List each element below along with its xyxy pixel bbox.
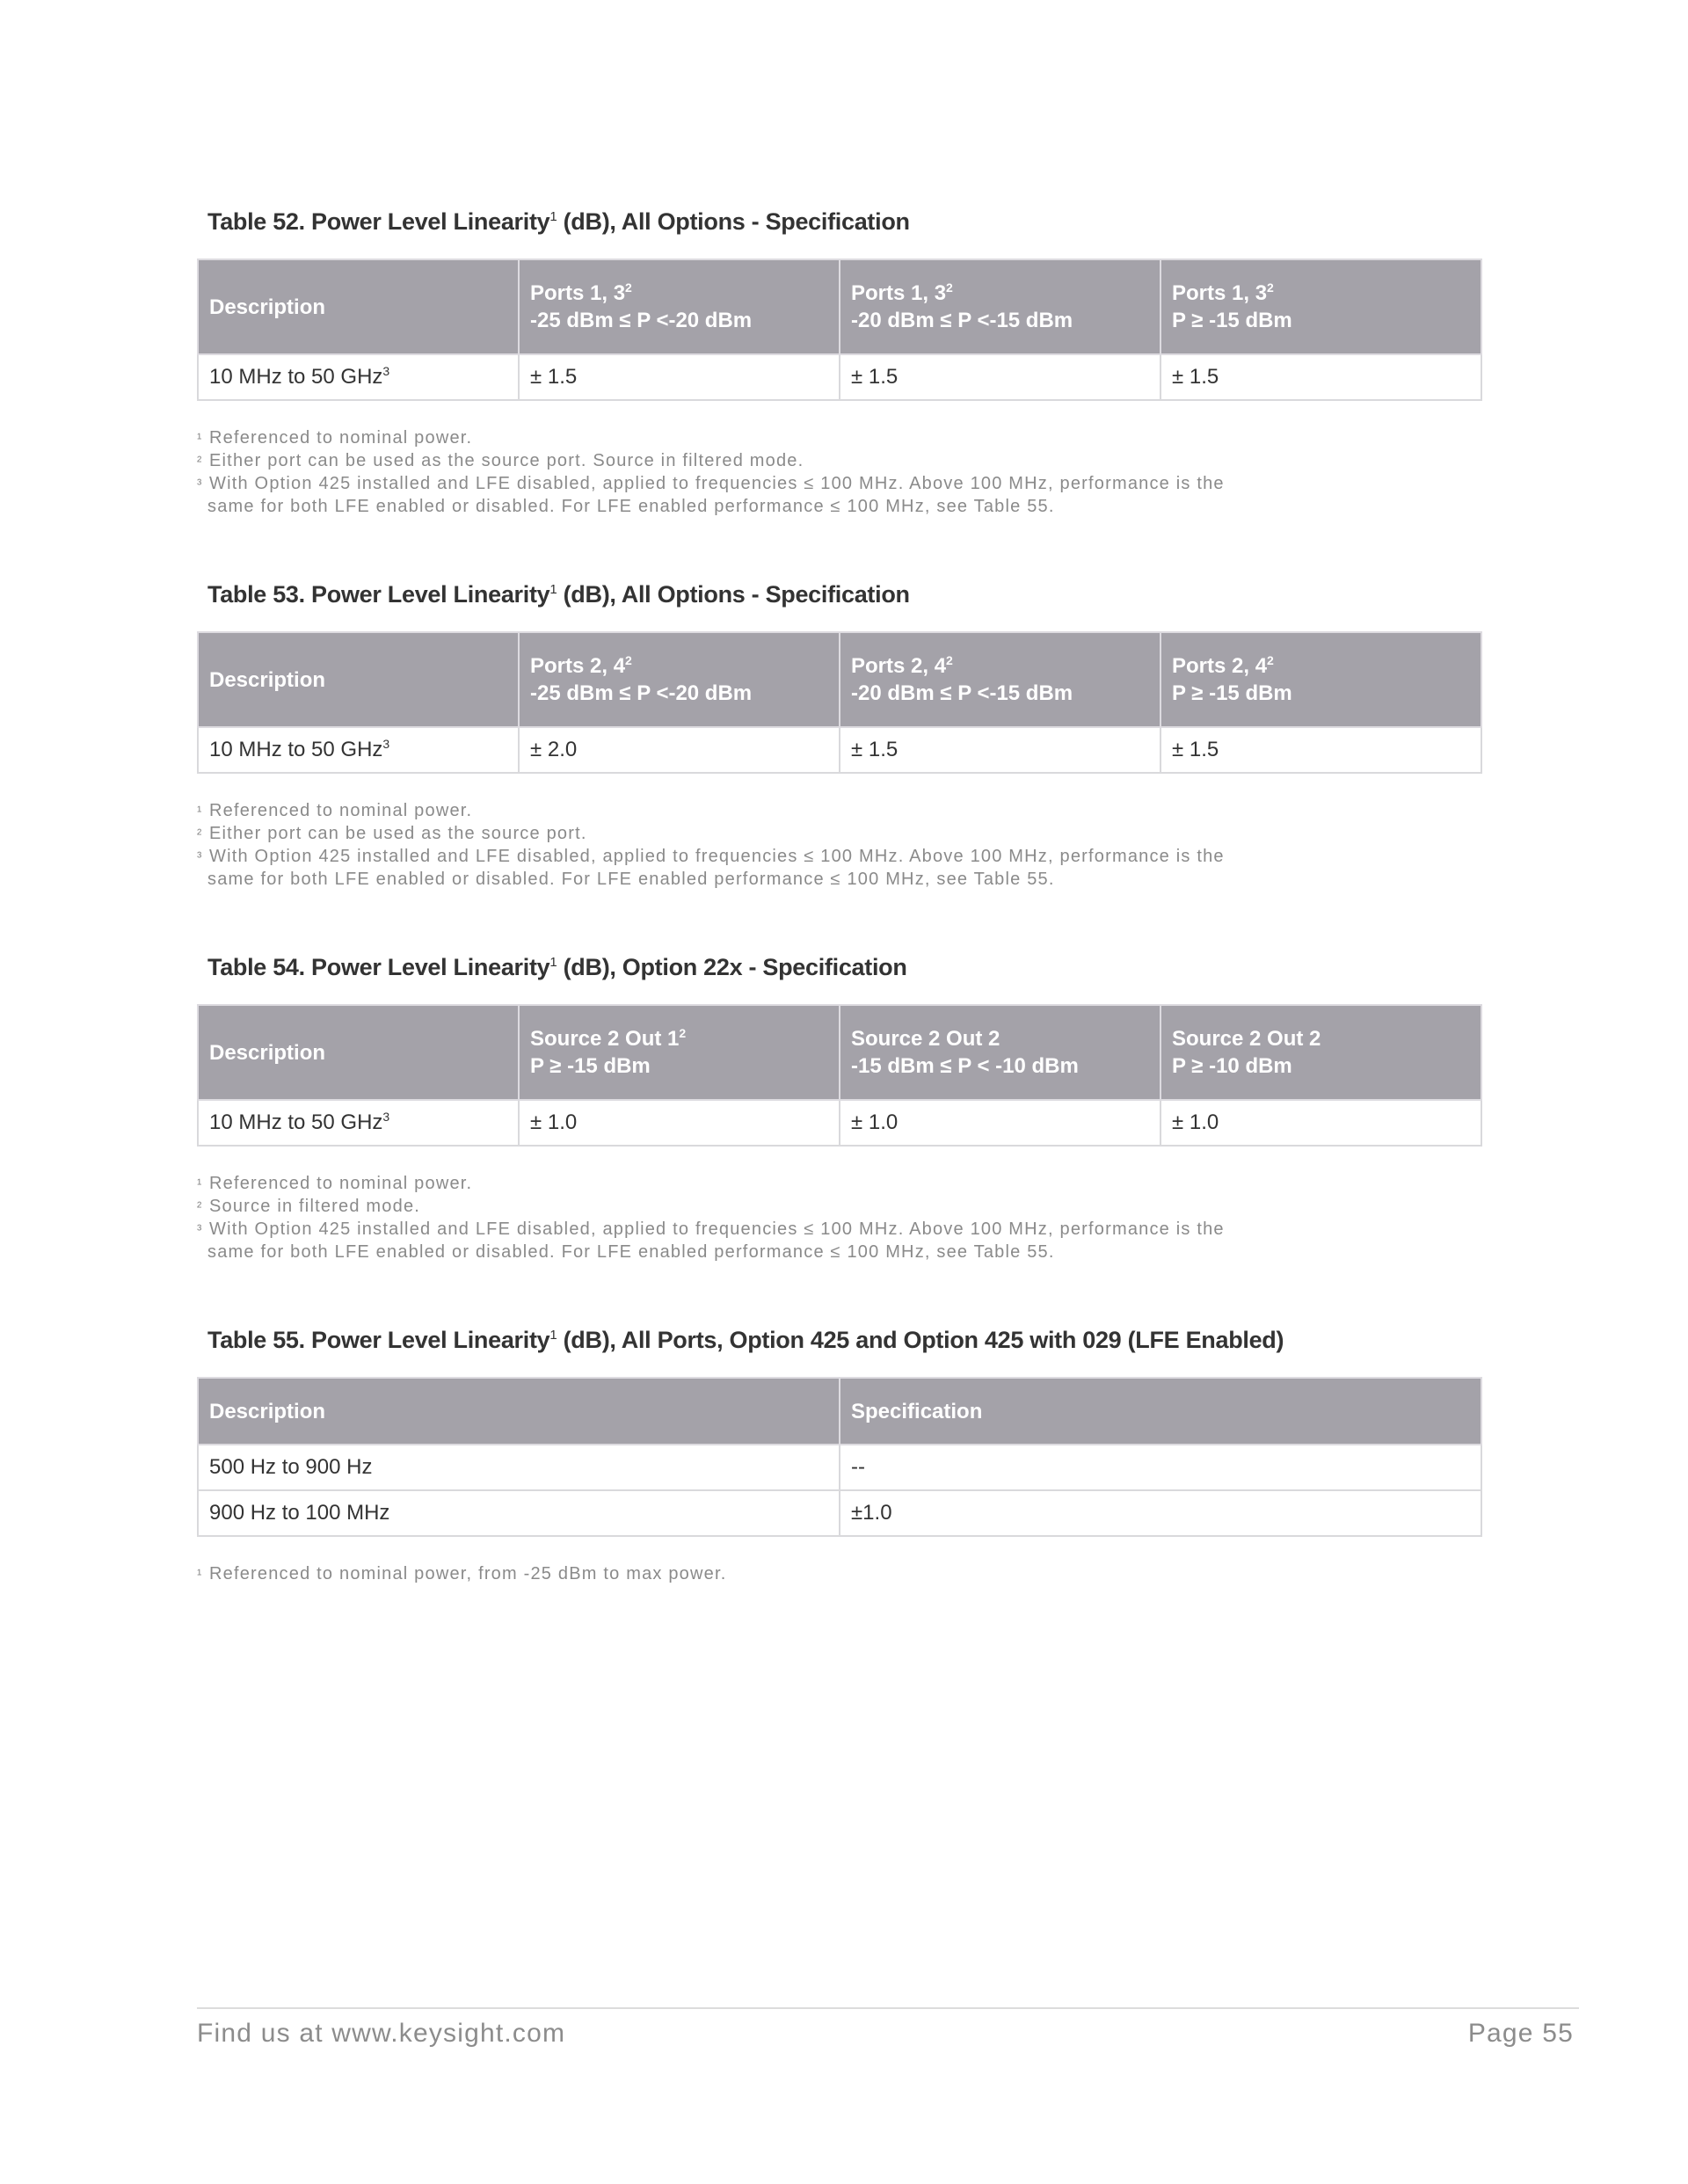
table-title: Table 55. Power Level Linearity$^1$ (dB), All Ports, Option 425 and Option 425 with 029 (LFE Enabled) [207, 1327, 1284, 1353]
table-54-section [197, 950, 1481, 1263]
column-header: Ports 1, $3^2$ -20 dBm ≤ P <-15 dBm [840, 259, 1160, 354]
cell-value: ± 1.5 [1160, 354, 1481, 400]
column-header: Source 2 Out 2 P ≥ -10 dBm [1160, 1005, 1481, 1100]
cell-value: ± 1.5 [840, 727, 1160, 773]
table-row [198, 1445, 1481, 1490]
spec-table [197, 631, 1482, 774]
cell-value: ± 1.5 [1160, 727, 1481, 773]
table-header-row [198, 632, 1481, 727]
spec-table [197, 1004, 1482, 1147]
footnote: ² Either port can be used as the source port. Source in filtered mode. [197, 451, 804, 470]
cell-value: ± 1.5 [840, 354, 1160, 400]
footnote: ¹ Referenced to nominal power, from -25 dBm to max power. [197, 1564, 727, 1583]
table-title: Table 52. Power Level Linearity$^1$ (dB), All Options - Specification [207, 208, 910, 235]
row-description: 900 Hz to 100 MHz [198, 1490, 840, 1536]
cell-value: ± 1.0 [1160, 1100, 1481, 1146]
table-row [198, 1490, 1481, 1536]
table-footnotes [197, 427, 1481, 518]
cell-value: ± 1.0 [519, 1100, 840, 1146]
column-header: Ports 1, $3^2$ -25 dBm ≤ P <-20 dBm [519, 259, 840, 354]
footnote: ² Source in filtered mode. [197, 1197, 421, 1216]
table-52-section [197, 204, 1481, 518]
row-description: 500 Hz to 900 Hz [198, 1445, 840, 1490]
table-footnotes [197, 1563, 1481, 1586]
row-description: 10 MHz to 50 GHz$^3$ [198, 727, 519, 773]
cell-value: ± 1.0 [840, 1100, 1160, 1146]
column-header: Ports 2, $4^2$ -25 dBm ≤ P <-20 dBm [519, 632, 840, 727]
spec-table [197, 1377, 1482, 1537]
cell-value: ±1.0 [840, 1490, 1481, 1536]
footnote-continuation: same for both LFE enabled or disabled. For LFE enabled performance ≤ 100 MHz, see Table 55. [207, 870, 1055, 889]
table-row [198, 727, 1481, 773]
column-header: Description [198, 1378, 840, 1445]
table-53-section [197, 577, 1481, 891]
cell-value: ± 1.5 [519, 354, 840, 400]
row-description: 10 MHz to 50 GHz$^3$ [198, 1100, 519, 1146]
table-footnotes [197, 1173, 1481, 1263]
column-header: Description [198, 1005, 519, 1100]
cell-value: -- [840, 1445, 1481, 1490]
footnote: ³ With Option 425 installed and LFE disabled, applied to frequencies ≤ 100 MHz. Above 100 MHz, performance is the [197, 847, 1225, 866]
footer-website-text: Find us at www.keysight.com [197, 2019, 566, 2048]
footnote: ¹ Referenced to nominal power. [197, 1174, 473, 1193]
footer-divider [197, 2007, 1579, 2009]
footnote: ¹ Referenced to nominal power. [197, 801, 473, 820]
column-header: Description [198, 259, 519, 354]
footnote: ³ With Option 425 installed and LFE disabled, applied to frequencies ≤ 100 MHz. Above 100 MHz, performance is the [197, 1219, 1225, 1239]
table-footnotes [197, 800, 1481, 891]
column-header: Source 2 Out 2 -15 dBm ≤ P < -10 dBm [840, 1005, 1160, 1100]
table-header-row [198, 1005, 1481, 1100]
cell-value: ± 2.0 [519, 727, 840, 773]
column-header: Specification [840, 1378, 1481, 1445]
table-title: Table 53. Power Level Linearity$^1$ (dB), All Options - Specification [207, 581, 910, 608]
table-title: Table 54. Power Level Linearity$^1$ (dB), Option 22x - Specification [207, 954, 907, 980]
table-header-row [198, 259, 1481, 354]
spec-table [197, 258, 1482, 401]
column-header: Source 2 Out $1^2$ P ≥ -15 dBm [519, 1005, 840, 1100]
column-header: Ports 2, $4^2$ -20 dBm ≤ P <-15 dBm [840, 632, 1160, 727]
footnote-continuation: same for both LFE enabled or disabled. For LFE enabled performance ≤ 100 MHz, see Table 55. [207, 497, 1055, 516]
footnote: ³ With Option 425 installed and LFE disabled, applied to frequencies ≤ 100 MHz. Above 100 MHz, performance is the [197, 474, 1225, 493]
table-row [198, 1100, 1481, 1146]
table-header-row [198, 1378, 1481, 1445]
table-55-section [197, 1322, 1481, 1586]
page-number: Page 55 [1467, 2019, 1574, 2048]
column-header: Description [198, 632, 519, 727]
footnote: ¹ Referenced to nominal power. [197, 428, 473, 448]
row-description: 10 MHz to 50 GHz$^3$ [198, 354, 519, 400]
footnote: ² Either port can be used as the source port. [197, 824, 587, 843]
column-header: Ports 2, $4^2$ P ≥ -15 dBm [1160, 632, 1481, 727]
column-header: Ports 1, $3^2$ P ≥ -15 dBm [1160, 259, 1481, 354]
footnote-continuation: same for both LFE enabled or disabled. For LFE enabled performance ≤ 100 MHz, see Table 55. [207, 1242, 1055, 1262]
table-row [198, 354, 1481, 400]
